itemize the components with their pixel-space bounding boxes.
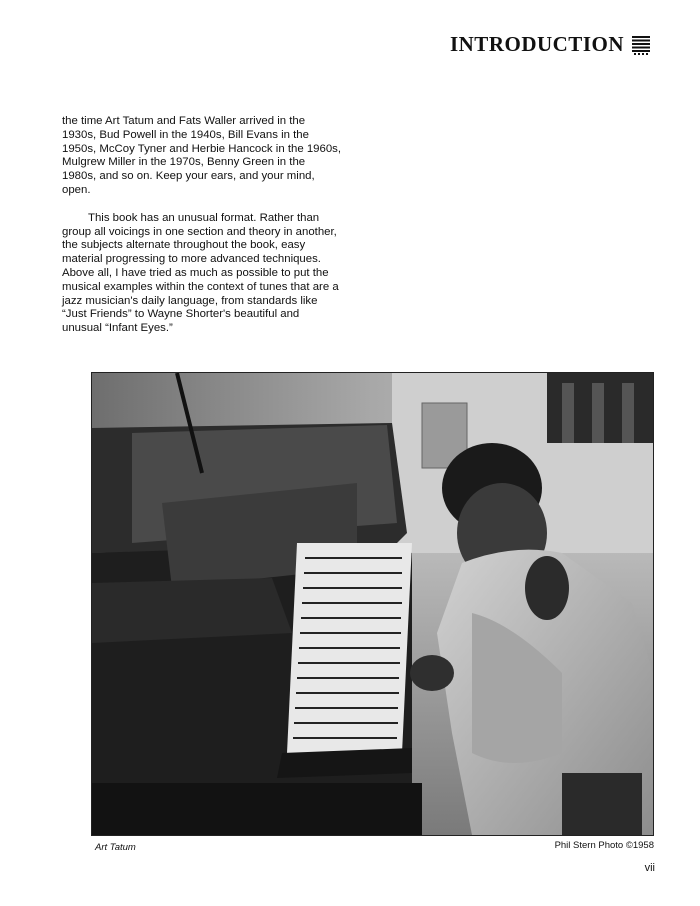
photo-credit: Phil Stern Photo ©1958 xyxy=(554,840,654,851)
page-number: vii xyxy=(644,862,655,874)
paragraph-2: This book has an unusual format. Rather than group all voicings in one section and theory in another, the subjects alternate throughout the book, easy material progressing to more advanced techniques. Above all, I have tried as much as possible to put the musical examples within the context of tunes that are a jazz musician's daily language, from standards like “Just Friends” to Wayne Shorter's beautiful and unusual “Infant Eyes.” xyxy=(62,211,339,335)
art-tatum-photo xyxy=(91,372,654,836)
photo-caption: Art Tatum xyxy=(95,842,136,853)
page-header xyxy=(450,32,650,57)
stacked-lines-icon xyxy=(632,35,650,55)
chapter-title: INTRODUCTION xyxy=(449,32,624,56)
paragraph-1: the time Art Tatum and Fats Waller arrived in the 1930s, Bud Powell in the 1940s, Bill Evans in the 1950s, McCoy Tyner and Herbie Hancock in the 1960s, Mulgrew Miller in the 1970s, Benny Green in the 1980s, and so on. Keep your ears, and your mind, open. xyxy=(62,115,342,196)
body-text xyxy=(62,115,342,350)
